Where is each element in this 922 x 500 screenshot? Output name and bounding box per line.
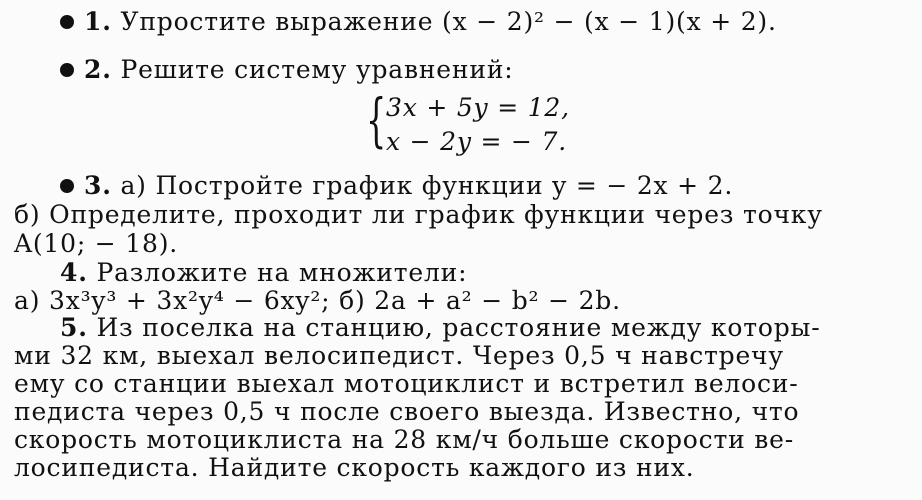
problem-5-number: 5. <box>60 313 88 342</box>
problem-4-number: 4. <box>60 258 88 287</box>
problem-5-line-3: ему со станции выехал мотоциклист и встретил велоси- <box>14 369 799 398</box>
problem-5-line-5: скорость мотоциклиста на 28 км/ч больше скорости ве- <box>14 425 795 454</box>
problem-1-number: 1. <box>84 7 112 36</box>
problem-5-line-1 <box>60 314 820 342</box>
system-equation-2: x − 2y = − 7. <box>386 127 567 156</box>
problem-2-number: 2. <box>84 55 112 84</box>
problem-5-text-1: Из поселка на станцию, расстояние между которы- <box>96 313 821 342</box>
problem-1-text: Упростите выражение (x − 2)² − (x − 1)(x + 2). <box>120 7 777 36</box>
problem-3-part-b-line2: A(10; − 18). <box>14 229 178 258</box>
bullet-icon <box>60 63 74 77</box>
problem-4-text: Разложите на множители: <box>96 258 468 287</box>
problem-3-number: 3. <box>84 171 112 200</box>
problem-2 <box>60 56 514 84</box>
problem-4-expressions: а) 3x³y³ + 3x²y⁴ − 6xy²; б) 2a + a² − b² − 2b. <box>14 286 621 315</box>
system-equation-1: 3x + 5y = 12, <box>386 93 570 122</box>
system-brace-icon: { <box>366 86 387 154</box>
bullet-icon <box>60 179 74 193</box>
problem-3 <box>60 172 733 200</box>
problem-5-line-2: ми 32 км, выехал велосипедист. Через 0,5 ч навстречу <box>14 341 784 370</box>
problem-5-line-4: педиста через 0,5 ч после своего выезда. Известно, что <box>14 397 800 426</box>
problem-4 <box>60 259 467 287</box>
problem-1 <box>60 8 777 36</box>
problem-3-part-a: а) Постройте график функции y = − 2x + 2. <box>120 171 734 200</box>
problem-5-line-6: лосипедиста. Найдите скорость каждого из них. <box>14 453 695 482</box>
problem-3-part-b-line1: б) Определите, проходит ли график функции через точку <box>14 200 823 229</box>
problem-2-text: Решите систему уравнений: <box>120 55 514 84</box>
bullet-icon <box>60 15 74 29</box>
